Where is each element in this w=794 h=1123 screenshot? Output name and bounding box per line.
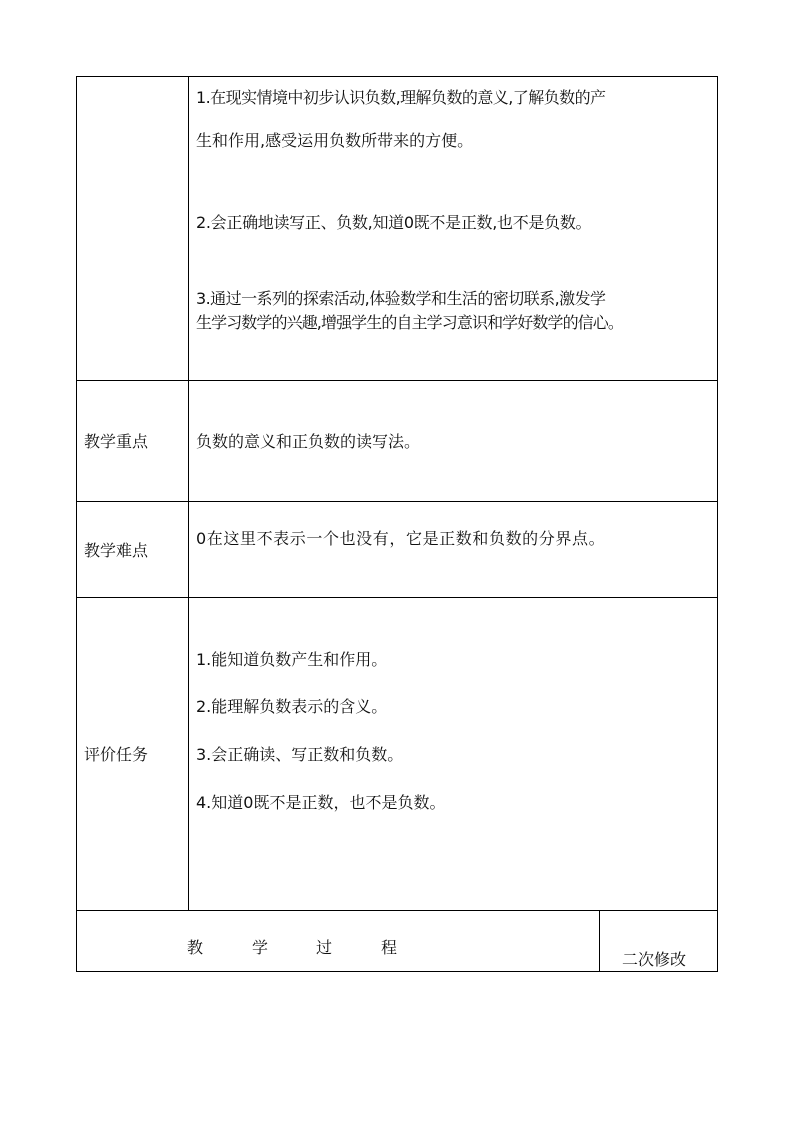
process-heading-char: 过 xyxy=(316,938,333,957)
objective-3-line-1: 3.通过一系列的探索活动,体验数学和生活的密切联系,激发学 xyxy=(196,289,606,308)
objective-1-line-1: 1.在现实情境中初步认识负数,理解负数的意义,了解负数的产 xyxy=(196,88,606,107)
evaluation-label: 评价任务 xyxy=(84,745,149,764)
row-divider-4 xyxy=(76,910,718,911)
process-heading-char: 程 xyxy=(381,938,398,957)
table-right-border xyxy=(717,76,718,972)
revision-column-divider xyxy=(599,910,600,972)
table-left-border xyxy=(76,76,77,972)
evaluation-item: 3.会正确读、写正数和负数。 xyxy=(196,745,404,764)
evaluation-item: 2.能理解负数表示的含义。 xyxy=(196,697,388,716)
difficulties-label: 教学难点 xyxy=(84,541,149,560)
revision-label: 二次修改 xyxy=(622,950,687,969)
objective-3-line-2: 生学习数学的兴趣,增强学生的自主学习意识和学好数学的信心。 xyxy=(196,313,623,332)
table-top-border xyxy=(76,76,718,77)
key-points-content: 负数的意义和正负数的读写法。 xyxy=(196,432,421,451)
row-divider-1 xyxy=(76,380,718,381)
process-heading-char: 学 xyxy=(252,938,269,957)
table-bottom-border xyxy=(76,971,718,972)
row-divider-2 xyxy=(76,501,718,502)
objective-2: 2.会正确地读写正、负数,知道0既不是正数,也不是负数。 xyxy=(196,213,592,232)
evaluation-item: 1.能知道负数产生和作用。 xyxy=(196,650,388,669)
label-column-divider xyxy=(188,76,189,911)
objective-1-line-2: 生和作用,感受运用负数所带来的方便。 xyxy=(196,131,474,150)
difficulties-content: 0在这里不表示一个也没有，它是正数和负数的分界点。 xyxy=(196,529,606,548)
evaluation-item: 4.知道0既不是正数，也不是负数。 xyxy=(196,793,446,812)
key-points-label: 教学重点 xyxy=(84,432,149,451)
row-divider-3 xyxy=(76,597,718,598)
process-heading-char: 教 xyxy=(187,938,204,957)
